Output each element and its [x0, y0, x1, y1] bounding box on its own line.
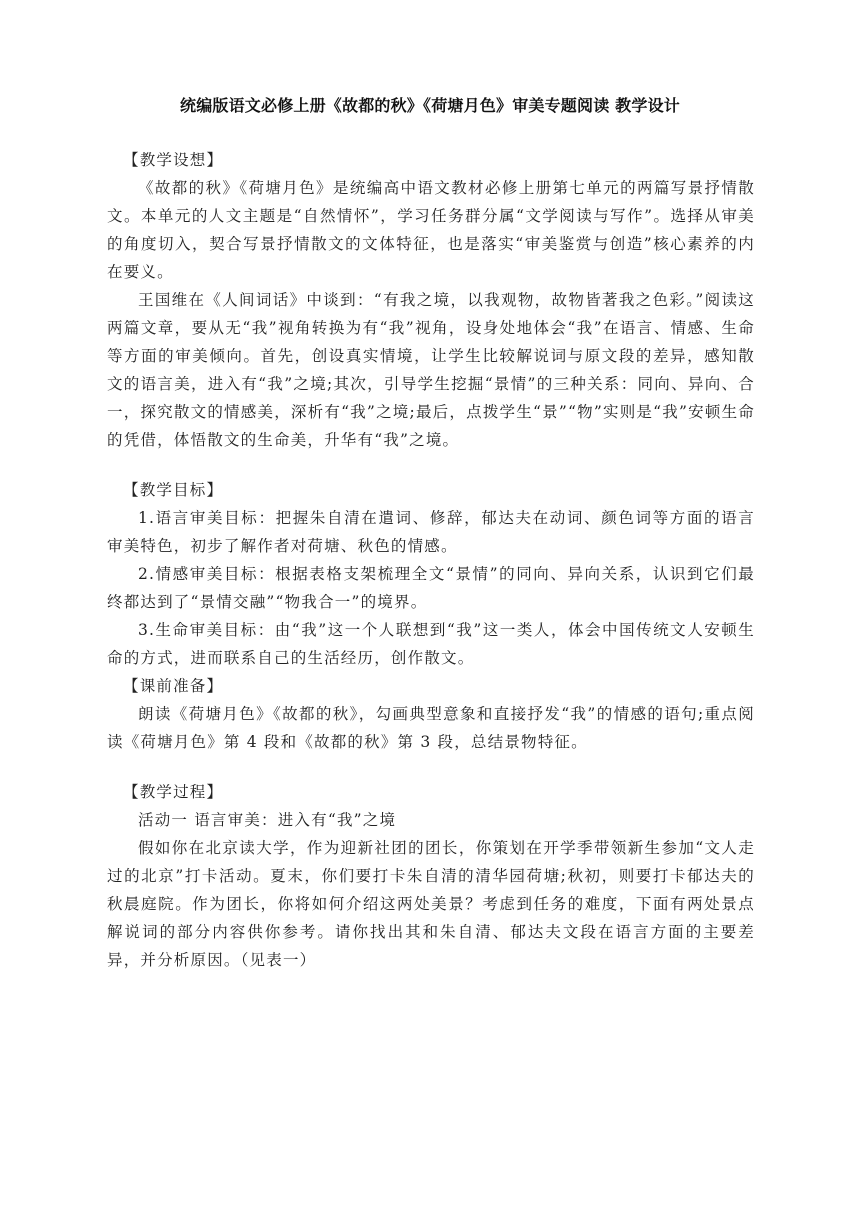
paragraph: 2.情感审美目标：根据表格支架梳理全文“景情”的同向、异向关系，认识到它们最终都达到了“景情交融”“物我合一”的境界。: [107, 565, 755, 611]
section-heading-design-idea: 【教学设想】: [123, 151, 224, 169]
section-heading-process: 【教学过程】: [123, 783, 224, 801]
paragraph: 3.生命审美目标：由“我”这一个人联想到“我”这一类人，体会中国传统文人安顿生命的方式，进而联系自己的生活经历，创作散文。: [107, 621, 755, 667]
paragraph: 假如你在北京读大学，作为迎新社团的团长，你策划在开学季带领新生参加“文人走过的北京”打卡活动。夏末，你们要打卡朱自清的清华园荷塘;秋初，则要打卡郁达夫的秋晨庭院。作为团长，你将如何介绍这两处美景？考虑到任务的难度，下面有两处景点解说词的部分内容供你参考。请你找出其和朱自清、郁达夫文段在语言方面的主要差异，并分析原因。（见表一）: [107, 839, 755, 969]
spacer: [107, 454, 755, 476]
document-body: [107, 146, 755, 974]
section-heading-objectives: 【教学目标】: [123, 481, 224, 499]
paragraph: 朗读《荷塘月色》《故都的秋》，勾画典型意象和直接抒发“我”的情感的语句;重点阅读《荷塘月色》第 4 段和《故都的秋》第 3 段，总结景物特征。: [107, 705, 755, 751]
paragraph: 《故都的秋》《荷塘月色》是统编高中语文教材必修上册第七单元的两篇写景抒情散文。本单元的人文主题是“自然情怀”，学习任务群分属“文学阅读与写作”。选择从审美的角度切入，契合写景抒情散文的文体特征，也是落实“审美鉴赏与创造”核心素养的内在要义。: [107, 179, 755, 281]
paragraph: 王国维在《人间词话》中谈到：“有我之境，以我观物，故物皆著我之色彩。”阅读这两篇文章，要从无“我”视角转换为有“我”视角，设身处地体会“我”在语言、情感、生命等方面的审美倾向。首先，创设真实情境，让学生比较解说词与原文段的差异，感知散文的语言美，进入有“我”之境;其次，引导学生挖掘“景情”的三种关系：同向、异向、合一，探究散文的情感美，深析有“我”之境;最后，点拨学生“景”“物”实则是“我”安顿生命的凭借，体悟散文的生命美，升华有“我”之境。: [107, 291, 755, 449]
paragraph: 1.语言审美目标：把握朱自清在遣词、修辞，郁达夫在动词、颜色词等方面的语言审美特色，初步了解作者对荷塘、秋色的情感。: [107, 509, 755, 555]
section-heading-preparation: 【课前准备】: [123, 677, 224, 695]
activity-heading: 活动一 语言审美：进入有“我”之境: [138, 811, 397, 829]
spacer: [107, 756, 755, 778]
document-title: 统编版语文必修上册《故都的秋》《荷塘月色》审美专题阅读 教学设计: [180, 96, 680, 115]
